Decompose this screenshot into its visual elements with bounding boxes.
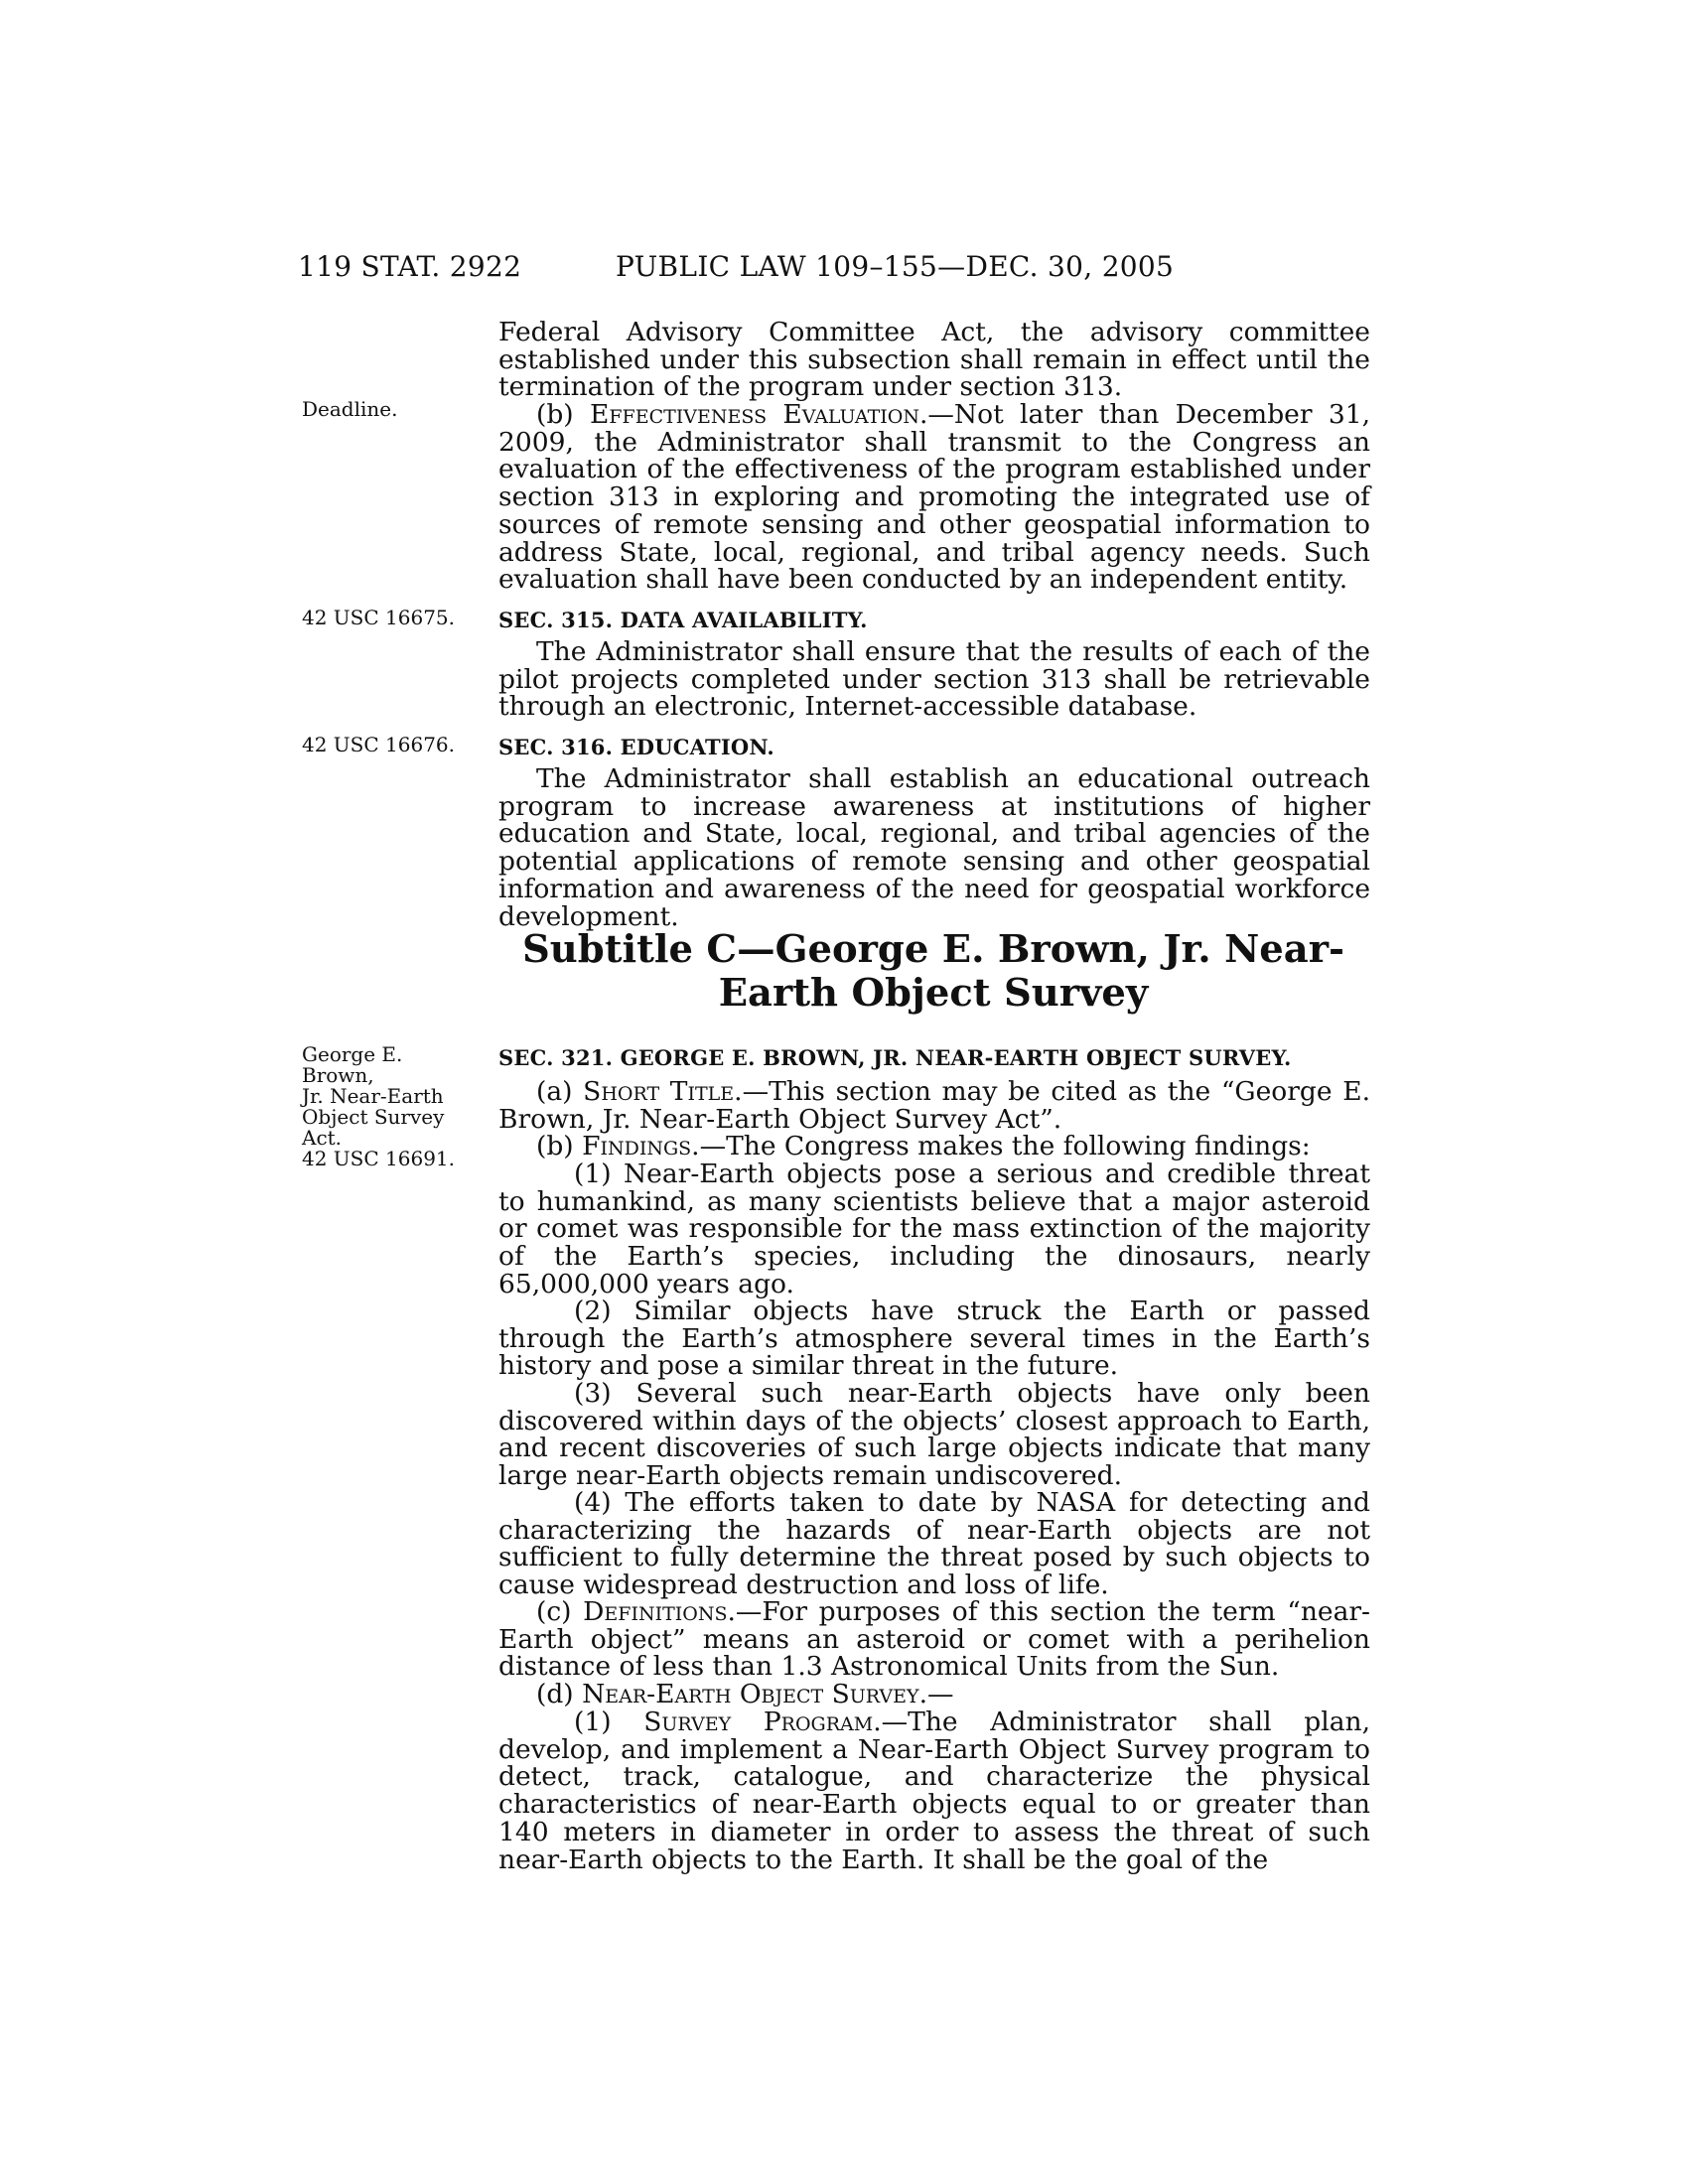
sec-314b-paragraph xyxy=(498,401,1370,594)
para-prefix: (1) xyxy=(574,1706,644,1737)
subtitle-line: Subtitle C—George E. Brown, Jr. Near- xyxy=(522,927,1344,972)
para-body: .—This section may be cited as the “George E. Brown, Jr. Near-Earth Object Survey Act”. xyxy=(498,1076,1370,1135)
para-heading: Survey Program xyxy=(643,1706,874,1737)
section-316-body: The Administrator shall establish an educational outreach program to increase awareness at institutions of higher education and State, local, regional, and tribal agencies of the potential applications of remote sensing and other geospatial information and awareness of the need for geospatial workforce development. xyxy=(498,763,1370,932)
para-prefix: (a) xyxy=(536,1076,584,1107)
margin-note-usc-16675: 42 USC 16675. xyxy=(302,606,456,629)
margin-note-deadline: Deadline. xyxy=(302,397,398,421)
finding-4: (4) The efforts taken to date by NASA for detecting and characterizing the hazards of near-Earth objects are not sufficient to fully determine the threat posed by such objects to cause widespread destruction and loss of life. xyxy=(498,1487,1370,1601)
para-prefix: (d) xyxy=(536,1679,583,1709)
sec-321d-paragraph xyxy=(498,1681,1370,1708)
finding-1: (1) Near-Earth objects pose a serious and credible threat to humankind, as many scientists believe that a major asteroid or comet was responsible for the mass extinction of the majority of the Earth’s species, including the dinosaurs, nearly 65,000,000 years ago. xyxy=(498,1159,1370,1299)
margin-note-line: George E. Brown, xyxy=(302,1042,403,1087)
section-315-heading: SEC. 315. DATA AVAILABILITY. xyxy=(498,608,868,632)
para-heading: Findings xyxy=(582,1131,692,1161)
sec-321c-paragraph xyxy=(498,1598,1370,1681)
para-prefix: (b) xyxy=(536,1131,583,1161)
margin-note-usc-16676: 42 USC 16676. xyxy=(302,733,456,756)
margin-note-line: Act. xyxy=(302,1126,343,1150)
para-heading: Effectiveness Evaluation xyxy=(590,399,919,430)
sec-321b-paragraph xyxy=(498,1133,1370,1160)
para-heading: Definitions xyxy=(583,1596,728,1627)
public-law-citation: PUBLIC LAW 109–155—DEC. 30, 2005 xyxy=(616,250,1175,283)
para-prefix: (c) xyxy=(536,1596,584,1627)
margin-note-act-name xyxy=(302,1044,481,1169)
para-body: .—Not later than December 31, 2009, the Administrator shall transmit to the Congress an evaluation of the effectiveness of the program established under section 313 in exploring and promoting the integrated use of sources of remote sensing and other geospatial information to address State, local, regional, and tribal agency needs. Such evaluation shall have been conducted by an independent entity. xyxy=(498,399,1370,596)
finding-2: (2) Similar objects have struck the Earth or passed through the Earth’s atmosphere several times in the Earth’s history and pose a similar threat in the future. xyxy=(498,1296,1370,1382)
para-body: .—For purposes of this section the term “near-Earth object” means an asteroid or comet with a perihelion distance of less than 1.3 Astronomical Units from the Sun. xyxy=(498,1596,1370,1683)
subtitle-heading xyxy=(477,928,1390,1016)
continuation-paragraph: Federal Advisory Committee Act, the advisory committee established under this subsection shall remain in effect until the termination of the program under section 313. xyxy=(498,317,1370,403)
margin-note-usc-16691: 42 USC 16691. xyxy=(302,1147,456,1170)
section-315-body: The Administrator shall ensure that the results of each of the pilot projects completed under section 313 shall be retrievable through an electronic, Internet-accessible database. xyxy=(498,636,1370,723)
statute-page-number: 119 STAT. 2922 xyxy=(298,250,522,283)
margin-note-line: Jr. Near-Earth xyxy=(302,1084,444,1108)
margin-note-line: Object Survey xyxy=(302,1105,445,1129)
subtitle-line: Earth Object Survey xyxy=(718,971,1149,1016)
sec-321a-paragraph xyxy=(498,1078,1370,1133)
section-316-heading: SEC. 316. EDUCATION. xyxy=(498,735,774,759)
para-body: .—The Congress makes the following findings: xyxy=(691,1131,1311,1161)
page-header xyxy=(298,250,1390,290)
para-heading: Short Title xyxy=(583,1076,735,1107)
para-body: .— xyxy=(918,1679,954,1709)
para-body: .—The Administrator shall plan, develop, and implement a Near-Earth Object Survey program to detect, track, catalogue, and characterize the physical characteristics of near-Earth objects equal to or greater than 140 meters in diameter in order to assess the threat of such near-Earth objects to the Earth. It shall be the goal of the xyxy=(498,1706,1370,1875)
para-heading: Near-Earth Object Survey xyxy=(582,1679,919,1709)
para-prefix: (b) xyxy=(536,399,590,430)
sec-321d1-paragraph xyxy=(498,1708,1370,1873)
finding-3: (3) Several such near-Earth objects have only been discovered within days of the objects’ closest approach to Earth, and recent discoveries of such large objects indicate that many large near-Earth objects remain undiscovered. xyxy=(498,1378,1370,1492)
section-321-heading: SEC. 321. GEORGE E. BROWN, JR. NEAR-EARTH OBJECT SURVEY. xyxy=(498,1045,1292,1070)
